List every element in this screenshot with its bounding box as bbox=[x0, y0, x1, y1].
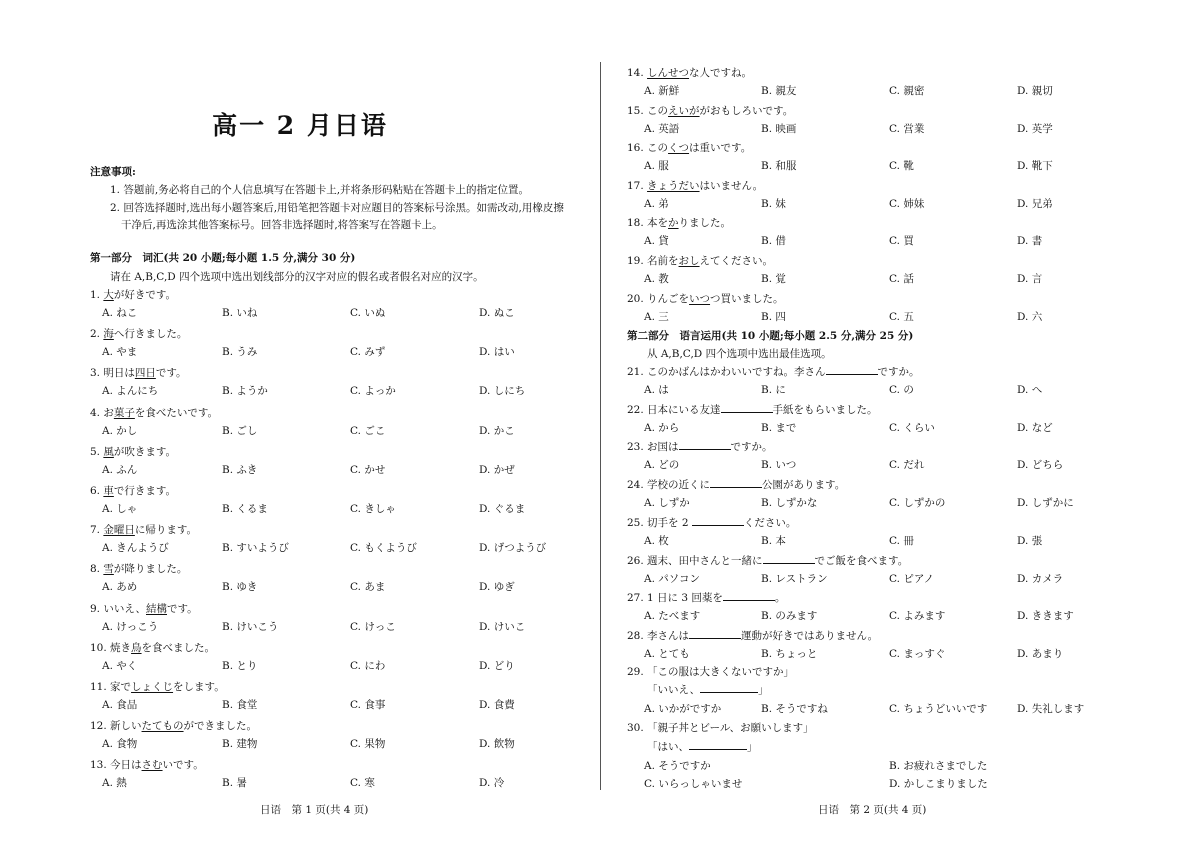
option-d: D. 兄弟 bbox=[1017, 197, 1053, 210]
option-b: B. ちょっと bbox=[761, 647, 818, 660]
question-item bbox=[0, 601, 599, 639]
stem-suffix: です。 bbox=[167, 602, 198, 615]
stem-prefix: 12. 新しい bbox=[90, 720, 142, 733]
option-a: A. しずか bbox=[644, 497, 690, 510]
question-item bbox=[601, 402, 1200, 440]
stem-suffix: はいません。 bbox=[699, 179, 764, 192]
option-d: D. 冷 bbox=[479, 777, 505, 790]
option-c: C. くらい bbox=[889, 421, 935, 434]
option-a: A. パソコン bbox=[644, 572, 701, 585]
option-d: D. 英学 bbox=[1017, 122, 1053, 135]
option-b: B. 親友 bbox=[761, 85, 797, 97]
stem-prefix: 4. お bbox=[90, 406, 114, 419]
question-stem bbox=[90, 640, 215, 655]
stem-suffix: を食べたいです。 bbox=[134, 406, 219, 419]
option-a: A. 熱 bbox=[102, 777, 127, 790]
stem-suffix: が降りました。 bbox=[113, 563, 188, 576]
stem-prefix: 9. いいえ、 bbox=[90, 602, 146, 615]
stem-suffix: いです。 bbox=[162, 759, 204, 772]
stem-suffix: ができました。 bbox=[183, 720, 258, 733]
stem-prefix: 16. この bbox=[627, 142, 669, 155]
option-c: C. 話 bbox=[889, 273, 914, 285]
option-c: C. ちょうどいいです bbox=[889, 703, 988, 715]
question-reply bbox=[647, 739, 758, 754]
question-stem bbox=[90, 561, 187, 576]
question-item bbox=[0, 326, 599, 364]
option-c: C. よっか bbox=[350, 385, 396, 398]
question-item bbox=[601, 291, 1200, 329]
option-b: B. に bbox=[761, 384, 786, 396]
question-stem bbox=[90, 287, 176, 302]
stem-suffix: 手紙をもらいました。 bbox=[772, 403, 878, 416]
question-stem bbox=[90, 601, 198, 616]
option-b: B. 本 bbox=[761, 534, 786, 547]
option-d: D. しにち bbox=[479, 385, 526, 398]
stem-prefix: 11. 家で bbox=[90, 681, 132, 693]
question-item bbox=[0, 522, 599, 560]
option-b: B. すいようび bbox=[222, 542, 289, 555]
option-c: C. 五 bbox=[889, 310, 914, 323]
option-b: B. 映画 bbox=[761, 122, 797, 135]
option-c: C. かせ bbox=[350, 463, 386, 476]
stem-prefix: 3. 明日は bbox=[90, 367, 135, 380]
option-b: B. 建物 bbox=[222, 738, 258, 751]
answer-blank bbox=[679, 439, 731, 450]
option-a: A. 弟 bbox=[644, 197, 669, 210]
question-stem bbox=[627, 553, 908, 568]
reply-prefix: 「はい、 bbox=[647, 741, 689, 753]
question-item bbox=[0, 757, 599, 795]
stem-prefix: 1. bbox=[90, 289, 104, 301]
underlined-target: 雪 bbox=[103, 563, 114, 576]
stem-suffix: です。 bbox=[155, 367, 187, 380]
stem-suffix: でご飯を食べます。 bbox=[814, 554, 909, 567]
option-d: D. へ bbox=[1017, 384, 1043, 396]
stem-prefix: 19. 名前を bbox=[627, 255, 679, 267]
underlined-target: 四日 bbox=[134, 367, 156, 380]
option-c: C. きしゃ bbox=[350, 503, 396, 515]
option-a: A. やく bbox=[102, 659, 138, 672]
option-d: D. 言 bbox=[1017, 273, 1043, 285]
question-stem bbox=[627, 291, 784, 306]
stem-prefix: 13. 今日は bbox=[90, 759, 142, 772]
option-b: B. しずかな bbox=[761, 497, 818, 510]
option-c: C. まっすぐ bbox=[889, 647, 946, 660]
stem-prefix: 22. 日本にいる友達 bbox=[627, 403, 721, 416]
question-item bbox=[0, 718, 599, 756]
option-a: A. いかがですか bbox=[644, 703, 722, 715]
question-item bbox=[0, 405, 599, 443]
option-a: A. ふん bbox=[102, 463, 138, 476]
question-stem bbox=[90, 405, 218, 420]
question-reply bbox=[647, 682, 769, 697]
option-b: B. けいこう bbox=[222, 620, 279, 633]
option-d: D. ぬこ bbox=[479, 307, 515, 319]
option-d: D. はい bbox=[479, 346, 515, 359]
option-d: D. カメラ bbox=[1017, 572, 1064, 585]
option-a: A. から bbox=[644, 421, 680, 434]
option-d: D. 六 bbox=[1017, 310, 1043, 323]
note-item: 2. 回答选择题时,选出每小题答案后,用铅笔把答题卡对应题目的答案标号涂黑。如需改动,用橡皮擦 bbox=[110, 202, 564, 214]
stem-suffix: えてください。 bbox=[699, 255, 774, 267]
underlined-target: いつ bbox=[689, 292, 711, 305]
question-stem bbox=[627, 140, 751, 155]
note-item: 1. 答题前,务必将自己的个人信息填写在答题卡上,并将条形码粘贴在答题卡上的指定位置。 bbox=[110, 184, 530, 196]
option-a: A. 食品 bbox=[102, 699, 138, 711]
answer-blank bbox=[723, 590, 775, 601]
stem-prefix: 10. 焼き bbox=[90, 641, 132, 654]
question-stem bbox=[90, 326, 187, 341]
option-a: A. たべます bbox=[644, 610, 701, 623]
option-d: D. あまり bbox=[1017, 647, 1064, 660]
question-stem bbox=[627, 103, 793, 118]
option-c: C. ごこ bbox=[350, 424, 386, 437]
stem-prefix: 14. bbox=[627, 67, 648, 79]
question-item bbox=[601, 65, 1200, 103]
option-b: B. とり bbox=[222, 659, 258, 672]
option-a: A. かし bbox=[102, 424, 138, 437]
question-stem bbox=[90, 679, 225, 694]
question-stem bbox=[627, 65, 752, 80]
option-a: A. 三 bbox=[644, 310, 669, 323]
question-item bbox=[0, 679, 599, 717]
option-c: C. しずかの bbox=[889, 497, 946, 510]
question-stem bbox=[627, 364, 920, 379]
option-c: C. いぬ bbox=[350, 307, 386, 319]
option-b: B. ふき bbox=[222, 463, 258, 476]
stem-suffix: つ買いました。 bbox=[710, 292, 784, 305]
stem-suffix: 公園があります。 bbox=[762, 479, 846, 492]
option-a: A. きんようび bbox=[102, 542, 169, 555]
question-item bbox=[601, 215, 1200, 253]
option-d: D. ゆぎ bbox=[479, 581, 515, 594]
question-item bbox=[601, 178, 1200, 216]
stem-prefix: 5. bbox=[90, 445, 104, 458]
answer-blank bbox=[721, 402, 773, 413]
underlined-target: 鳥 bbox=[131, 641, 142, 654]
stem-suffix: へ行きました。 bbox=[113, 328, 188, 341]
question-stem bbox=[627, 590, 785, 605]
question-item bbox=[601, 140, 1200, 178]
reply-prefix: 「いいえ、 bbox=[647, 684, 701, 696]
option-d: D. ききます bbox=[1017, 610, 1074, 623]
option-a: A. 食物 bbox=[102, 738, 138, 751]
question-stem bbox=[90, 757, 204, 772]
option-c: C. 冊 bbox=[889, 534, 914, 547]
option-a: A. しゃ bbox=[102, 503, 138, 515]
option-b: B. 和服 bbox=[761, 160, 797, 173]
underlined-target: えいが bbox=[668, 104, 700, 117]
question-29 bbox=[601, 664, 1200, 722]
option-a: A. どの bbox=[644, 459, 680, 472]
option-d: D. かぜ bbox=[479, 463, 515, 476]
option-b: B. 食堂 bbox=[222, 699, 258, 711]
underlined-target: 風 bbox=[103, 445, 114, 458]
answer-blank bbox=[689, 628, 741, 639]
question-stem: 29. 「この服は大きくないですか」 bbox=[627, 666, 795, 678]
option-b: B. そうですね bbox=[761, 703, 828, 715]
stem-prefix: 26. 週末、田中さんと一緒に bbox=[627, 554, 763, 567]
option-d: D. 靴下 bbox=[1017, 160, 1053, 173]
notes-heading: 注意事项: bbox=[90, 166, 136, 178]
stem-prefix: 2. bbox=[90, 328, 104, 341]
question-item bbox=[0, 640, 599, 678]
option-b: B. 覚 bbox=[761, 273, 786, 285]
stem-suffix: は重いです。 bbox=[689, 142, 752, 155]
option-c: C. 買 bbox=[889, 235, 914, 248]
option-d: D. かしこまりました bbox=[889, 778, 988, 790]
answer-blank bbox=[826, 364, 878, 375]
option-a: A. 枚 bbox=[644, 534, 669, 547]
option-b: B. くるま bbox=[222, 503, 268, 515]
underlined-target: しょくじ bbox=[131, 681, 174, 693]
option-b: B. いね bbox=[222, 307, 258, 319]
stem-prefix: 6. bbox=[90, 485, 104, 497]
option-d: D. どちら bbox=[1017, 459, 1064, 472]
stem-suffix: ですか。 bbox=[730, 441, 773, 454]
option-c: C. いらっしゃいませ bbox=[644, 778, 743, 790]
reply-suffix: 」 bbox=[747, 741, 758, 753]
question-stem bbox=[90, 522, 197, 537]
option-c: C. の bbox=[889, 384, 914, 396]
option-a: A. そうですか bbox=[644, 760, 711, 772]
stem-prefix: 21. このかばんはかわいいですね。李さん bbox=[627, 366, 826, 378]
question-stem bbox=[90, 718, 257, 733]
option-d: D. 書 bbox=[1017, 235, 1043, 248]
option-b: B. ごし bbox=[222, 424, 258, 437]
stem-prefix: 20. りんごを bbox=[627, 292, 690, 305]
option-d: D. しずかに bbox=[1017, 497, 1074, 510]
question-item bbox=[0, 561, 599, 599]
footer-page-1: 日语 第 1 页(共 4 页) bbox=[260, 804, 369, 816]
option-a: A. やま bbox=[102, 346, 138, 359]
option-d: D. など bbox=[1017, 421, 1053, 434]
underlined-target: しんせつ bbox=[647, 67, 690, 79]
underlined-target: 車 bbox=[103, 485, 114, 497]
question-item bbox=[601, 439, 1200, 477]
stem-suffix: りました。 bbox=[678, 217, 732, 230]
exam-page-2 bbox=[601, 0, 1200, 868]
question-30 bbox=[601, 720, 1200, 796]
option-c: C. よみます bbox=[889, 610, 946, 623]
option-d: D. かこ bbox=[479, 424, 515, 437]
option-c: C. あま bbox=[350, 581, 386, 594]
section-2-instruction: 从 A,B,C,D 四个选项中选出最佳选项。 bbox=[647, 348, 832, 360]
option-b: B. いつ bbox=[761, 459, 797, 472]
option-a: A. とても bbox=[644, 647, 690, 660]
section-1-heading: 第一部分 词汇(共 20 小题;每小题 1.5 分,满分 30 分) bbox=[90, 252, 356, 264]
question-item bbox=[601, 103, 1200, 141]
option-b: B. のみます bbox=[761, 610, 818, 623]
stem-suffix: 運動が好きではありません。 bbox=[741, 629, 879, 642]
stem-suffix: が吹きます。 bbox=[113, 445, 177, 458]
option-b: B. ゆき bbox=[222, 581, 258, 594]
question-item bbox=[0, 444, 599, 482]
option-d: D. げつようび bbox=[479, 542, 547, 555]
option-c: C. だれ bbox=[889, 459, 925, 472]
option-a: A. 新鮮 bbox=[644, 85, 680, 97]
option-a: A. けっこう bbox=[102, 620, 159, 633]
stem-suffix: な人ですね。 bbox=[689, 67, 753, 79]
underlined-target: さむ bbox=[141, 759, 163, 772]
option-a: A. 英語 bbox=[644, 122, 680, 135]
option-c: C. 寒 bbox=[350, 777, 375, 790]
option-c: C. けっこ bbox=[350, 620, 396, 633]
note-item: 干净后,再选涂其他答案标号。回答非选择题时,将答案写在答题卡上。 bbox=[121, 219, 443, 231]
stem-prefix: 15. この bbox=[627, 104, 669, 117]
question-stem: 30. 「親子丼とビール、お願いします」 bbox=[627, 722, 814, 734]
answer-blank bbox=[692, 515, 744, 526]
stem-suffix: で行きます。 bbox=[113, 485, 177, 497]
reply-suffix: 」 bbox=[758, 684, 769, 696]
option-a: A. あめ bbox=[102, 581, 138, 594]
underlined-target: 結構 bbox=[146, 602, 167, 615]
option-c: C. もくようび bbox=[350, 542, 417, 555]
option-c: C. 姉妹 bbox=[889, 197, 925, 210]
question-stem bbox=[627, 253, 773, 268]
option-b: B. 妹 bbox=[761, 197, 786, 210]
underlined-target: きょうだい bbox=[647, 179, 700, 192]
underlined-target: 大 bbox=[103, 289, 114, 301]
stem-suffix: に帰ります。 bbox=[134, 524, 198, 537]
question-stem bbox=[90, 483, 176, 498]
option-c: C. 果物 bbox=[350, 738, 386, 751]
option-b: B. 借 bbox=[761, 235, 786, 248]
footer-page-2: 日语 第 2 页(共 4 页) bbox=[818, 804, 927, 816]
question-stem bbox=[627, 178, 763, 193]
option-b: B. 四 bbox=[761, 310, 786, 323]
answer-blank bbox=[689, 739, 747, 750]
stem-suffix: 。 bbox=[774, 592, 786, 605]
option-b: B. まで bbox=[761, 421, 797, 434]
question-item bbox=[0, 287, 599, 325]
stem-prefix: 18. 本を bbox=[627, 217, 669, 230]
stem-prefix: 25. 切手を 2 bbox=[627, 516, 692, 529]
section-1-instruction: 请在 A,B,C,D 四个选项中选出划线部分的汉字对应的假名或者假名对应的汉字。 bbox=[110, 271, 484, 283]
question-item bbox=[0, 483, 599, 521]
section-2-heading: 第二部分 语言运用(共 10 小题;每小题 2.5 分,满分 25 分) bbox=[627, 330, 914, 342]
option-a: A. は bbox=[644, 384, 669, 396]
underlined-target: 海 bbox=[103, 328, 114, 341]
answer-blank bbox=[700, 682, 758, 693]
question-stem bbox=[627, 477, 845, 492]
underlined-target: たてもの bbox=[141, 720, 184, 733]
question-stem bbox=[90, 444, 176, 459]
question-stem bbox=[627, 515, 796, 530]
stem-suffix: を食べました。 bbox=[141, 641, 216, 654]
stem-suffix: ですか。 bbox=[877, 366, 920, 378]
option-d: D. 食費 bbox=[479, 699, 515, 711]
stem-prefix: 27. 1 日に 3 回薬を bbox=[627, 592, 723, 605]
question-item bbox=[0, 365, 599, 403]
option-a: A. 教 bbox=[644, 273, 669, 285]
question-stem bbox=[90, 365, 187, 380]
option-b: B. うみ bbox=[222, 346, 258, 359]
option-d: D. けいこ bbox=[479, 620, 526, 633]
question-stem bbox=[627, 215, 731, 230]
option-d: D. 失礼します bbox=[1017, 703, 1085, 715]
underlined-target: か bbox=[668, 217, 679, 230]
question-stem bbox=[627, 628, 878, 643]
exam-title: 高一 2 月日语 bbox=[212, 111, 388, 140]
option-b: B. ようか bbox=[222, 385, 268, 398]
option-c: C. みず bbox=[350, 346, 386, 359]
underlined-target: 金曜日 bbox=[103, 524, 135, 537]
option-a: A. 貸 bbox=[644, 235, 669, 248]
stem-prefix: 24. 学校の近くに bbox=[627, 479, 711, 492]
stem-prefix: 23. お国は bbox=[627, 441, 679, 454]
stem-suffix: をします。 bbox=[173, 681, 225, 693]
question-stem bbox=[627, 402, 878, 417]
option-c: C. 親密 bbox=[889, 85, 925, 97]
stem-suffix: がおもしろいです。 bbox=[699, 104, 794, 117]
question-item bbox=[601, 253, 1200, 291]
question-item bbox=[601, 364, 1200, 402]
option-b: B. お疲れさまでした bbox=[889, 760, 988, 772]
question-stem bbox=[627, 439, 773, 454]
option-d: D. 親切 bbox=[1017, 85, 1053, 97]
question-item bbox=[601, 590, 1200, 628]
stem-prefix: 8. bbox=[90, 563, 104, 576]
option-c: C. 食事 bbox=[350, 699, 386, 711]
underlined-target: おし bbox=[678, 255, 700, 267]
question-item bbox=[601, 553, 1200, 591]
underlined-target: くつ bbox=[668, 142, 690, 155]
question-item bbox=[601, 477, 1200, 515]
option-d: D. 飲物 bbox=[479, 738, 515, 751]
stem-suffix: が好きです。 bbox=[113, 289, 177, 301]
question-item bbox=[601, 515, 1200, 553]
stem-prefix: 28. 李さんは bbox=[627, 629, 690, 642]
option-d: D. 張 bbox=[1017, 534, 1043, 547]
option-d: D. ぐるま bbox=[479, 503, 526, 515]
option-c: C. 営業 bbox=[889, 122, 925, 135]
option-c: C. ピアノ bbox=[889, 572, 934, 585]
option-a: A. 服 bbox=[644, 160, 669, 173]
question-item bbox=[601, 628, 1200, 666]
option-b: B. 暑 bbox=[222, 777, 247, 790]
option-d: D. どり bbox=[479, 659, 515, 672]
stem-prefix: 7. bbox=[90, 524, 104, 537]
stem-suffix: ください。 bbox=[743, 516, 797, 529]
option-b: B. レストラン bbox=[761, 572, 828, 585]
stem-prefix: 17. bbox=[627, 179, 648, 192]
option-a: A. よんにち bbox=[102, 385, 159, 398]
option-a: A. ねこ bbox=[102, 307, 138, 319]
answer-blank bbox=[710, 477, 762, 488]
underlined-target: 菓子 bbox=[113, 406, 135, 419]
option-c: C. 靴 bbox=[889, 160, 914, 173]
option-c: C. にわ bbox=[350, 659, 386, 672]
answer-blank bbox=[763, 553, 815, 564]
